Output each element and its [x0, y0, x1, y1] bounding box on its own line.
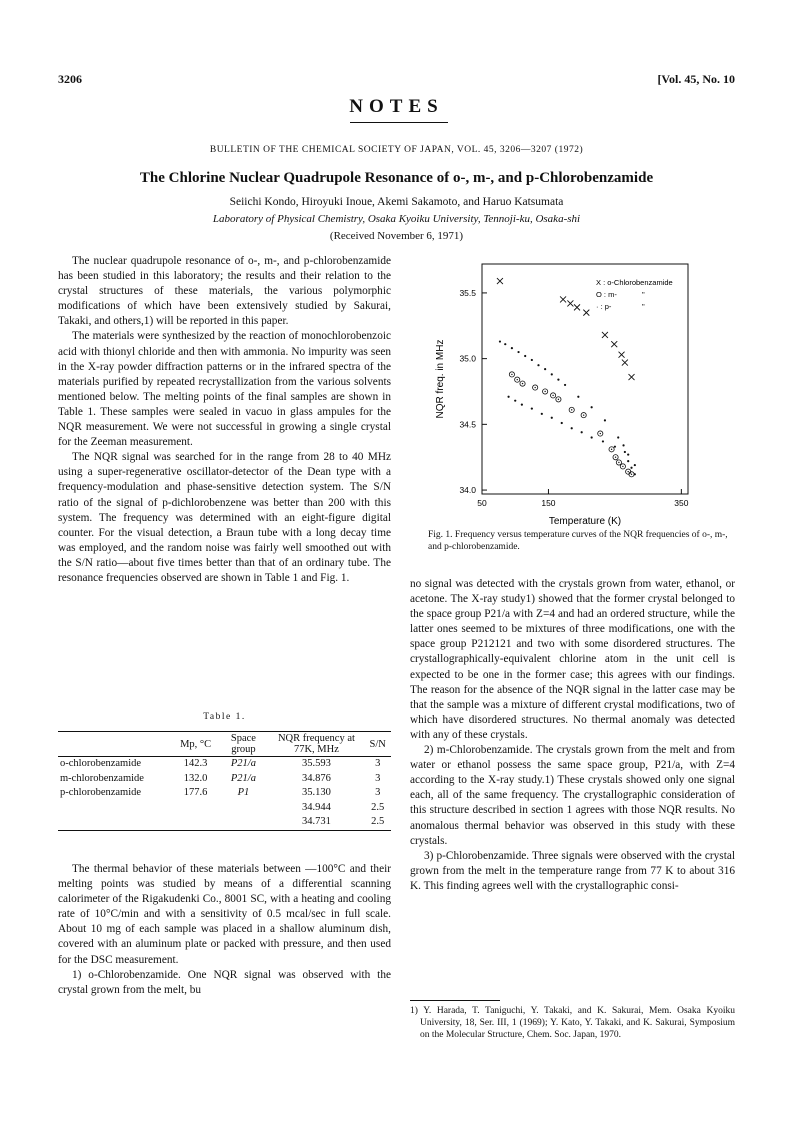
table-row — [58, 801, 391, 816]
data-point-o-glyph — [560, 296, 566, 302]
table-header: Mp, °C — [173, 732, 219, 757]
data-point-p — [622, 444, 624, 446]
data-point-m-center — [600, 433, 601, 434]
legend-ditto-p: " — [642, 302, 645, 311]
volume-header: [Vol. 45, No. 10 — [657, 72, 735, 86]
data-point-m-center — [618, 462, 619, 463]
data-point-p — [604, 419, 606, 421]
table-cell: P21/a — [230, 772, 256, 784]
data-point-o — [611, 341, 617, 347]
data-point-o — [583, 310, 589, 316]
legend-entry-p: · : p- — [596, 302, 612, 311]
data-point-m-center — [552, 395, 553, 396]
data-point-p — [561, 422, 563, 424]
data-point-p — [521, 404, 523, 406]
data-point-p — [514, 400, 516, 402]
data-point-o-glyph — [497, 278, 503, 284]
data-point-p — [617, 436, 619, 438]
data-point-p — [591, 406, 593, 408]
data-point-m-center — [511, 374, 512, 375]
paragraph: The nuclear quadrupole resonance of o-, m-, and p-chlorobenzamide has been studied in this laboratory; the results and their relation to the crystal structures of these materials, the various polymorphic modifications of which have been extensively studied by Sakurai, Takaki, and others,1) will be reported in this paper. — [58, 255, 391, 328]
data-point-p — [537, 364, 539, 366]
x-tick-label: 350 — [674, 498, 689, 508]
legend — [596, 278, 673, 311]
page-number: 3206 — [58, 72, 82, 86]
table-cell — [173, 815, 219, 830]
table-cell: P1 — [237, 787, 250, 798]
data-point-p — [541, 413, 543, 415]
table-caption: Table 1. — [203, 712, 246, 722]
legend-entry-m: O : m- — [596, 290, 617, 299]
data-point-p — [630, 467, 632, 469]
article-title: The Chlorine Nuclear Quadrupole Resonance of o-, m-, and p-Chlorobenzamide — [139, 170, 654, 186]
data-point-p — [564, 384, 566, 386]
y-tick-label: 34.5 — [459, 419, 476, 430]
plot-frame — [482, 264, 688, 494]
y-tick-label: 34.0 — [459, 485, 476, 496]
paragraph: The materials were synthesized by the reaction of monochlorobenzoic acid with thionyl chloride and then with ammonia. No impurity was seen in the X-ray powder diffraction patterns or in the infrared spectra of the materials purified by repeated recrystallization from the various solvents mentioned below. The melting points of the final samples are shown in Table 1. These samples were sealed in vacuo in glass ampules for the NQR measurement. We were not successful in growing a single crystal for the Zeeman measurement. — [58, 330, 391, 449]
data-point-o — [497, 278, 503, 284]
data-point-o-glyph — [602, 332, 608, 338]
data-point-o-glyph — [622, 360, 628, 366]
paragraph: no signal was detected with the crystals grown from water, ethanol, or acetone. The X-ray study1) showed that the former crystal belonged to the space group P21/a with Z=4 and had an ordered structure, while the latter ones seemed to be mixtures of three modifications, one with the space group P212121 and two with some disordered structures. The crystallographically-equivalent chlorine atom in the unit cell is expected to be one in the former case; this agrees with our findings. The reason for the absence of the NQR signal in the latter case may be that the sample was a mixture of different crystal modifications, two of which have disordered structures. No thermal anomaly was detected with any of these crystals. — [410, 578, 735, 741]
table-cell — [58, 815, 173, 830]
data-point-p — [634, 473, 636, 475]
data-point-p — [557, 379, 559, 381]
data-point-p — [591, 436, 593, 438]
data-point-p — [577, 396, 579, 398]
data-point-m-center — [627, 471, 628, 472]
x-tick-label: 150 — [541, 498, 556, 508]
data-point-o — [567, 300, 573, 306]
data-point-p — [551, 417, 553, 419]
data-point-p — [551, 373, 553, 375]
results-table — [58, 731, 391, 831]
data-point-p — [627, 453, 629, 455]
data-point-m-center — [534, 387, 535, 388]
table-cell: 177.6 — [183, 787, 208, 798]
table-cell: 34.731 — [268, 815, 364, 830]
data-point-m-center — [517, 379, 518, 380]
data-point-p — [544, 368, 546, 370]
data-point-p — [581, 431, 583, 433]
data-point-m-center — [615, 457, 616, 458]
data-point-m-center — [544, 391, 545, 392]
table-cell — [173, 801, 219, 816]
section-title-rule — [350, 122, 448, 123]
data-point-o-glyph — [583, 310, 589, 316]
data-point-p — [627, 460, 629, 462]
x-tick-label: 50 — [477, 498, 487, 508]
data-point-p — [507, 396, 509, 398]
section-title: NOTES — [349, 96, 444, 117]
left-column-lower — [58, 862, 391, 998]
table-header — [58, 732, 173, 757]
table-header: Space group — [218, 732, 268, 757]
table-cell: 132.0 — [183, 772, 208, 784]
left-column — [58, 254, 391, 586]
table-cell: 3 — [375, 772, 381, 784]
y-axis-label: NQR freq. in MHz — [435, 339, 446, 419]
right-column — [410, 577, 735, 894]
data-point-o — [622, 360, 628, 366]
table-cell: 142.3 — [183, 758, 208, 769]
table-header: S/N — [364, 732, 391, 757]
table-cell — [218, 801, 268, 816]
table-cell: 35.130 — [302, 787, 331, 798]
data-point-o-glyph — [567, 300, 573, 306]
data-point-m-center — [583, 414, 584, 415]
footnote-rule — [410, 1000, 500, 1001]
data-point-p — [504, 343, 506, 345]
nqr-frequency-chart — [410, 258, 730, 526]
footnote — [410, 1005, 735, 1041]
data-point-o — [619, 352, 625, 358]
legend-ditto-m: " — [642, 290, 645, 299]
data-point-o — [560, 296, 566, 302]
data-point-p — [624, 451, 626, 453]
data-point-m-center — [631, 474, 632, 475]
data-point-m-center — [571, 409, 572, 410]
data-point-p — [531, 407, 533, 409]
x-axis-label: Temperature (K) — [548, 516, 622, 526]
paragraph: 3) p-Chlorobenzamide. Three signals were observed with the crystal grown from the melt in the temperature range from 77 K to about 316 K. This finding agrees well with the crystallographic consi- — [410, 849, 735, 892]
table-cell: 3 — [375, 758, 381, 769]
authors: Seiichi Kondo, Hiroyuki Inoue, Akemi Sakamoto, and Haruo Katsumata — [229, 196, 564, 208]
paragraph: 2) m-Chlorobenzamide. The crystals grown from the melt and from water or ethanol possess the same space group, P21/a, with Z=4 according to the X-ray study.1) These crystals showed only one signal each, all of the same frequency. The crystallographic consideration of this structure described in section 1 agrees with those NQR results. No anomalous thermal behavior was observed in this study with these crystals. — [410, 744, 735, 847]
table-cell: p-chlorobenzamide — [60, 787, 142, 798]
table-cell — [58, 801, 173, 816]
legend-entry-o: X : o-Chlorobenzamide — [596, 278, 673, 287]
table-cell: 35.593 — [302, 758, 331, 769]
data-point-p — [602, 440, 604, 442]
paragraph: 1) o-Chlorobenzamide. One NQR signal was observed with the crystal grown from the melt, bu — [58, 968, 391, 996]
data-point-m-center — [558, 399, 559, 400]
data-point-o-glyph — [574, 304, 580, 310]
data-point-p — [511, 347, 513, 349]
received-date: (Received November 6, 1971) — [329, 230, 464, 242]
table-cell: o-chlorobenzamide — [60, 758, 142, 769]
data-point-p — [531, 359, 533, 361]
data-point-p — [571, 427, 573, 429]
table-cell: P21/a — [230, 758, 256, 769]
data-point-o — [602, 332, 608, 338]
table-cell: 3 — [375, 787, 381, 798]
data-point-m-center — [522, 383, 523, 384]
data-point-o-glyph — [629, 374, 635, 380]
affiliation: Laboratory of Physical Chemistry, Osaka Kyoiku University, Tennoji-ku, Osaka-shi — [212, 213, 581, 225]
table-row — [58, 757, 391, 772]
table-row — [58, 786, 391, 801]
paragraph: The NQR signal was searched for in the range from 28 to 40 MHz using a super-regenerative oscillator-detector of the Dean type with a frequency-modulation and phase-sensitive detection system. The S/N ratio of the signal of p-dichlorobenzene was better than 200 with this system. The frequency was determined with an eight-figure digital counter. For the visual detection, a Braun tube with a long decay time was employed, and the random noise was fairly well smoothed out with the S/N ratio—about five times better than that of an ordinary tube. The resonance frequencies observed are shown in Table 1 and Fig. 1. — [58, 451, 391, 584]
table-cell — [218, 815, 268, 830]
data-point-p — [634, 464, 636, 466]
data-point-m-center — [622, 466, 623, 467]
data-point-m-center — [611, 449, 612, 450]
table-cell: 2.5 — [364, 815, 391, 830]
figure-caption: Fig. 1. Frequency versus temperature curves of the NQR frequencies of o-, m-, and p-chlorobenzamide. — [428, 530, 728, 552]
paragraph: The thermal behavior of these materials between —100°C and their melting points was studied by means of a differential scanning calorimeter of the Rigakudenki Co., 8001 SC, with a heating and cooling rate of 10°C/min and with a sensitivity of 0.5 mcal/sec in full scale. About 10 mg of each sample was placed in a shallow aluminum dish, covered with an aluminum plate or packed with pressure, and then used for the DSC measurement. — [58, 863, 391, 966]
data-point-p — [517, 351, 519, 353]
table-cell: 34.876 — [302, 772, 331, 784]
footnote-text: 1) Y. Harada, T. Taniguchi, Y. Takaki, and K. Sakurai, Mem. Osaka Kyoiku University, 18, Ser. III, 1 (1969); Y. Kato, Y. Takaki, and K. Sakurai, Symposium on the Molecular Structure, Chem. Soc. Japan, 1970. — [410, 1006, 735, 1040]
data-point-p — [524, 355, 526, 357]
table-row — [58, 772, 391, 787]
y-tick-label: 35.5 — [459, 287, 476, 298]
table-cell: 34.944 — [302, 801, 331, 813]
journal-citation: BULLETIN OF THE CHEMICAL SOCIETY OF JAPAN, VOL. 45, 3206—3207 (1972) — [209, 145, 584, 155]
table-header: NQR frequency at 77K, MHz — [268, 732, 364, 757]
table-cell: m-chlorobenzamide — [60, 772, 144, 784]
data-point-p — [499, 340, 501, 342]
y-tick-label: 35.0 — [459, 353, 476, 364]
data-point-o — [574, 304, 580, 310]
data-point-p — [614, 446, 616, 448]
table-row — [58, 815, 391, 830]
data-point-o-glyph — [619, 352, 625, 358]
data-point-o-glyph — [611, 341, 617, 347]
data-point-o — [629, 374, 635, 380]
table-cell: 2.5 — [371, 801, 385, 813]
